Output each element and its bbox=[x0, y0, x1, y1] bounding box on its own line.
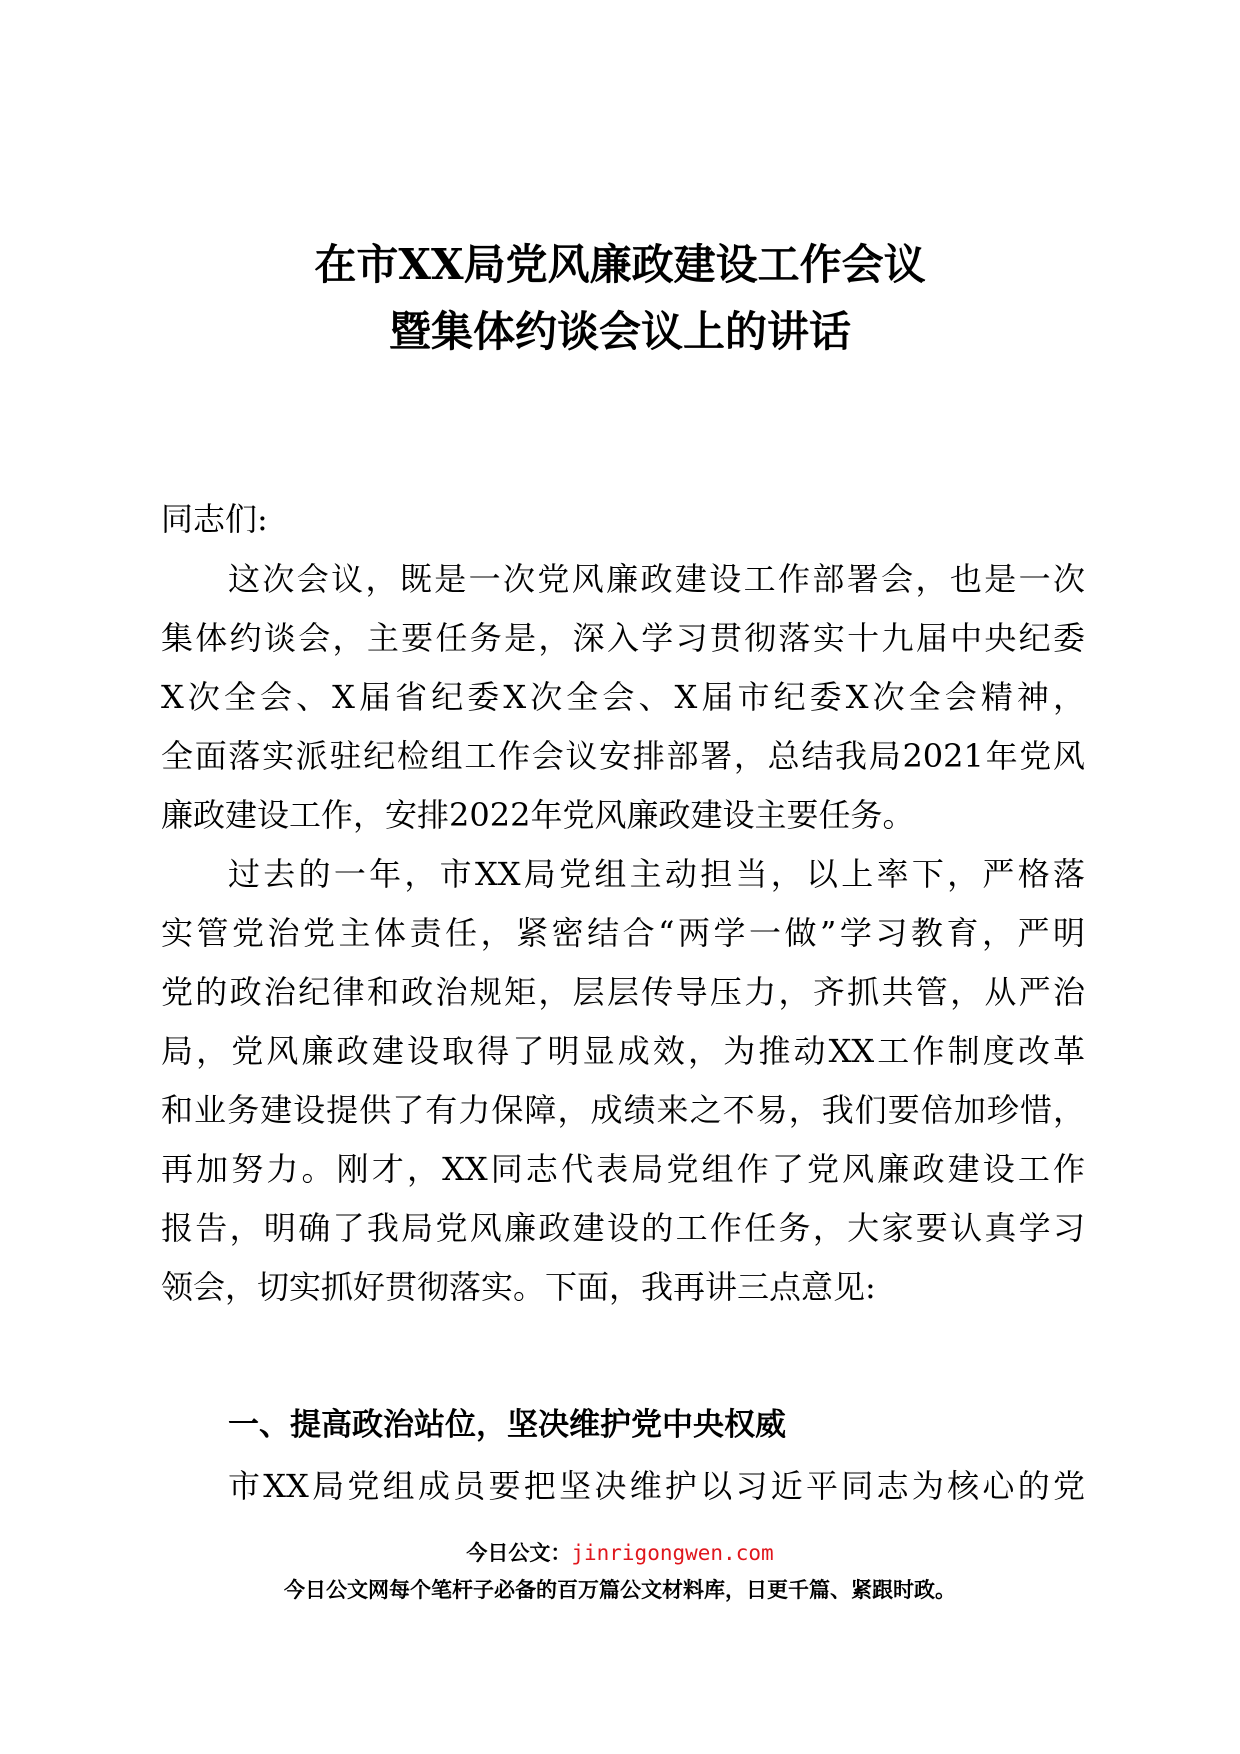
paragraph-2-line: 和业务建设提供了有力保障，成绩来之不易，我们要倍加珍惜， bbox=[161, 1091, 1085, 1129]
paragraph-3-line: 市XX局党组成员要把坚决维护以习近平同志为核心的党 bbox=[228, 1467, 1085, 1505]
footer-site bbox=[0, 1541, 1240, 1565]
footer-slogan: 今日公文网每个笔杆子必备的百万篇公文材料库，日更千篇、紧跟时政。 bbox=[284, 1578, 956, 1602]
paragraph-1-line: 全面落实派驻纪检组工作会议安排部署，总结我局2021年党风 bbox=[161, 737, 1085, 775]
paragraph-2-line: 再加努力。刚才，XX同志代表局党组作了党风廉政建设工作 bbox=[161, 1150, 1085, 1188]
paragraph-1-line: X次全会、X届省纪委X次全会、X届市纪委X次全会精神， bbox=[161, 678, 1085, 716]
salutation: 同志们: bbox=[161, 500, 268, 538]
paragraph-1-line: 这次会议，既是一次党风廉政建设工作部署会，也是一次 bbox=[228, 560, 1085, 598]
paragraph-2-line: 党的政治纪律和政治规矩，层层传导压力，齐抓共管，从严治 bbox=[161, 973, 1085, 1011]
paragraph-2-line: 局，党风廉政建设取得了明显成效，为推动XX工作制度改革 bbox=[161, 1032, 1085, 1070]
section-1-heading: 一、提高政治站位，坚决维护党中央权威 bbox=[228, 1407, 786, 1443]
paragraph-1-line: 集体约谈会，主要任务是，深入学习贯彻落实十九届中央纪委 bbox=[161, 619, 1085, 657]
paragraph-2-line: 报告，明确了我局党风廉政建设的工作任务，大家要认真学习 bbox=[161, 1209, 1085, 1247]
title-line-1: 在市XX局党风廉政建设工作会议 bbox=[314, 240, 926, 289]
paragraph-1-line: 廉政建设工作，安排2022年党风廉政建设主要任务。 bbox=[161, 796, 915, 834]
footer-site-url[interactable]: jinrigongwen.com bbox=[571, 1541, 774, 1565]
title-line-2: 暨集体约谈会议上的讲话 bbox=[388, 307, 851, 356]
paragraph-2-line: 过去的一年，市XX局党组主动担当，以上率下，严格落 bbox=[228, 855, 1085, 893]
paragraph-2-line: 领会，切实抓好贯彻落实。下面，我再讲三点意见: bbox=[161, 1268, 876, 1306]
footer-site-label: 今日公文： bbox=[466, 1541, 572, 1565]
paragraph-2-line: 实管党治党主体责任，紧密结合“两学一做”学习教育，严明 bbox=[161, 914, 1085, 952]
